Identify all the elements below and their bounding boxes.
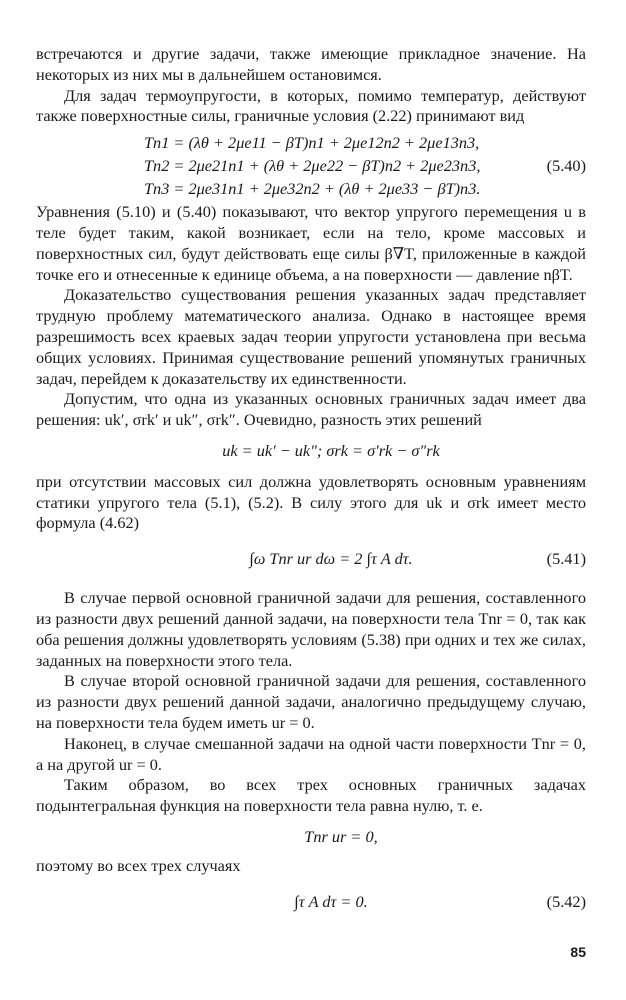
equation-5-41-body: ∫ω Tnr ur dω = 2 ∫τ A dτ. — [249, 549, 413, 569]
paragraph-1: встречаются и другие задачи, также имеющие прикладное значение. На некоторых из них мы в дальнейшем остановимся. — [36, 44, 586, 84]
paragraph-7: В случае первой основной граничной задачи для решения, составленного из разности двух решений данной задачи, на поверхности тела Tnr = 0, так как оба решения должны удовлетворять условиям (5.38) при одних и тех же силах, заданных на поверхности этого тела. — [36, 588, 586, 670]
paragraph-5: Допустим, что одна из указанных основных граничных задач имеет два решения: uk′, σrk′ и uk″, σrk″. Очевидно, разность этих решений — [36, 389, 586, 430]
paragraph-2: Для задач термоупругости, в которых, помимо температур, действуют также поверхностные силы, граничные условия (2.22) принимают вид — [36, 85, 586, 126]
paragraph-8: В случае второй основной граничной задачи для решения, составленного из разности двух решений данной задачи, аналогично предыдущему случаю, на поверхности тела будем иметь ur = 0. — [36, 671, 586, 732]
equation-5-41-number: (5.41) — [546, 549, 586, 569]
equation-5-40-line-3: Tn3 = 2μe31n1 + 2μe32n2 + (λθ + 2μe33 − βT)n3. — [144, 179, 481, 199]
paragraph-3: Уравнения (5.10) и (5.40) показывают, что вектор упругого перемещения u в теле будет таким, какой возникает, если на тело, кроме массовых и поверхностных сил, будут действовать еще силы β∇T, приложенные в каждой точке его и отнесенные к единице объема, а на поверхности — давление nβT. — [36, 202, 586, 284]
paragraph-9: Наконец, в случае смешанной задачи на одной части поверхности Tnr = 0, а на другой ur = 0. — [36, 733, 586, 774]
equation-difference: uk = uk′ − uk″; σrk = σ′rk − σ″rk — [222, 440, 440, 460]
page-number: 85 — [570, 944, 586, 960]
equation-5-42-number: (5.42) — [546, 891, 586, 911]
paragraph-11: поэтому во всех трех случаях — [36, 855, 241, 875]
paragraph-6: при отсутствии массовых сил должна удовлетворять основным уравнениям статики упругого тела (5.1), (5.2). В силу этого для uk и σrk имеет место формула (4.62) — [36, 471, 586, 533]
equation-5-40-number: (5.40) — [546, 156, 586, 176]
equation-5-40-line-1: Tn1 = (λθ + 2μe11 − βT)n1 + 2μe12n2 + 2μe13n3, — [144, 133, 480, 153]
paragraph-4: Доказательство существования решения указанных задач представляет трудную проблему математического анализа. Однако в настоящее время разрешимость всех краевых задач теории упругости установлена при весьма общих условиях. Принимая существование решений упомянутых граничных задач, перейдем к доказательству их единственности. — [36, 285, 586, 388]
equation-5-42 — [36, 889, 586, 915]
equation-5-40 — [36, 131, 586, 200]
equation-5-40-line-2: Tn2 = 2μe21n1 + (λθ + 2μe22 − βT)n2 + 2μe23n3, — [144, 156, 481, 176]
equation-5-41 — [36, 546, 586, 572]
paragraph-10: Таким образом, во всех трех основных граничных задачах подынтегральная функция на поверхности тела равна нулю, т. е. — [36, 775, 586, 816]
equation-5-42-body: ∫τ A dτ = 0. — [294, 891, 368, 911]
equation-zero: Tnr ur = 0, — [304, 826, 378, 846]
